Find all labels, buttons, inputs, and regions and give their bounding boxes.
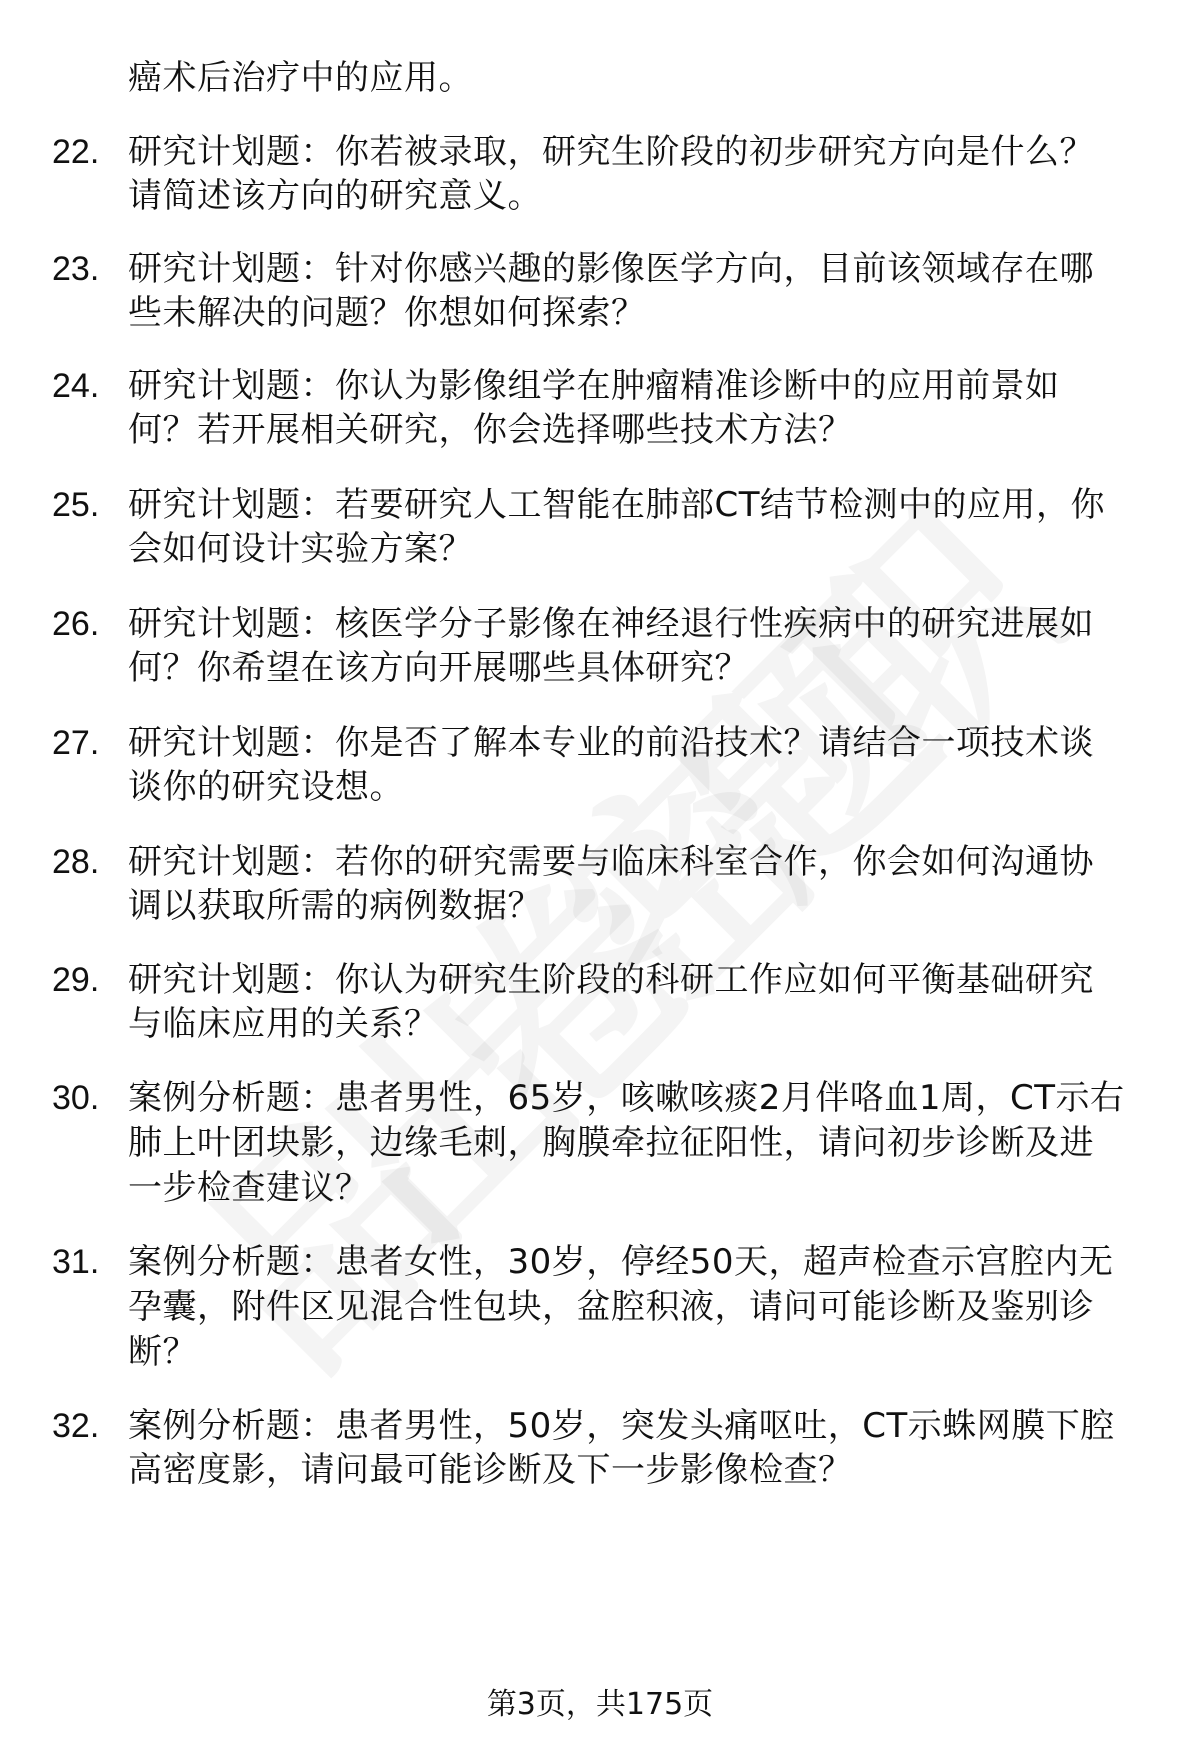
item-text-line: 高密度影，请问最可能诊断及下一步影像检查？ bbox=[128, 1450, 853, 1490]
item-number: 27. bbox=[52, 724, 100, 762]
item-number: 23. bbox=[52, 250, 100, 288]
item-text-line: 些未解决的问题？你想如何探索？ bbox=[128, 293, 646, 333]
item-text-line: 案例分析题：患者女性，30岁，停经50天，超声检查示宫腔内无 bbox=[128, 1242, 1114, 1282]
item-text-line: 会如何设计实验方案？ bbox=[128, 529, 473, 569]
item-text-line: 研究计划题：你认为研究生阶段的科研工作应如何平衡基础研究 bbox=[128, 960, 1094, 1000]
item-number: 31. bbox=[52, 1243, 100, 1281]
item-number: 22. bbox=[52, 133, 100, 171]
item-number: 32. bbox=[52, 1407, 100, 1445]
item-number: 25. bbox=[52, 486, 100, 524]
item-text-line: 请简述该方向的研究意义。 bbox=[128, 176, 542, 216]
item-number: 30. bbox=[52, 1079, 100, 1117]
continued-text: 癌术后治疗中的应用。 bbox=[128, 58, 473, 98]
item-text-line: 研究计划题：核医学分子影像在神经退行性疾病中的研究进展如 bbox=[128, 604, 1094, 644]
item-number: 26. bbox=[52, 605, 100, 643]
item-text-line: 案例分析题：患者男性，65岁，咳嗽咳痰2月伴咯血1周，CT示右 bbox=[128, 1078, 1125, 1118]
item-text-line: 研究计划题：若要研究人工智能在肺部CT结节检测中的应用，你 bbox=[128, 485, 1106, 525]
item-text-line: 案例分析题：患者男性，50岁，突发头痛呕吐，CT示蛛网膜下腔 bbox=[128, 1406, 1115, 1446]
item-text-line: 一步检查建议？ bbox=[128, 1168, 370, 1208]
item-text-line: 谈你的研究设想。 bbox=[128, 767, 404, 807]
item-text-line: 研究计划题：你是否了解本专业的前沿技术？请结合一项技术谈 bbox=[128, 723, 1094, 763]
page-footer: 第3页，共175页 bbox=[486, 1687, 714, 1722]
item-text-line: 研究计划题：针对你感兴趣的影像医学方向，目前该领域存在哪 bbox=[128, 249, 1094, 289]
item-text-line: 何？若开展相关研究，你会选择哪些技术方法？ bbox=[128, 410, 853, 450]
item-text-line: 孕囊，附件区见混合性包块，盆腔积液，请问可能诊断及鉴别诊 bbox=[128, 1287, 1094, 1327]
item-text-line: 研究计划题：若你的研究需要与临床科室合作，你会如何沟通协 bbox=[128, 842, 1094, 882]
item-number: 28. bbox=[52, 843, 100, 881]
item-text-line: 研究计划题：你若被录取，研究生阶段的初步研究方向是什么？ bbox=[128, 132, 1094, 172]
item-text-line: 断？ bbox=[128, 1332, 197, 1372]
item-text-line: 肺上叶团块影，边缘毛刺，胸膜牵拉征阳性，请问初步诊断及进 bbox=[128, 1123, 1094, 1163]
item-text-line: 与临床应用的关系？ bbox=[128, 1004, 439, 1044]
item-text-line: 调以获取所需的病例数据？ bbox=[128, 886, 542, 926]
item-text-line: 研究计划题：你认为影像组学在肿瘤精准诊断中的应用前景如 bbox=[128, 366, 1060, 406]
item-text-line: 何？你希望在该方向开展哪些具体研究？ bbox=[128, 648, 749, 688]
item-number: 29. bbox=[52, 961, 100, 999]
item-number: 24. bbox=[52, 367, 100, 405]
